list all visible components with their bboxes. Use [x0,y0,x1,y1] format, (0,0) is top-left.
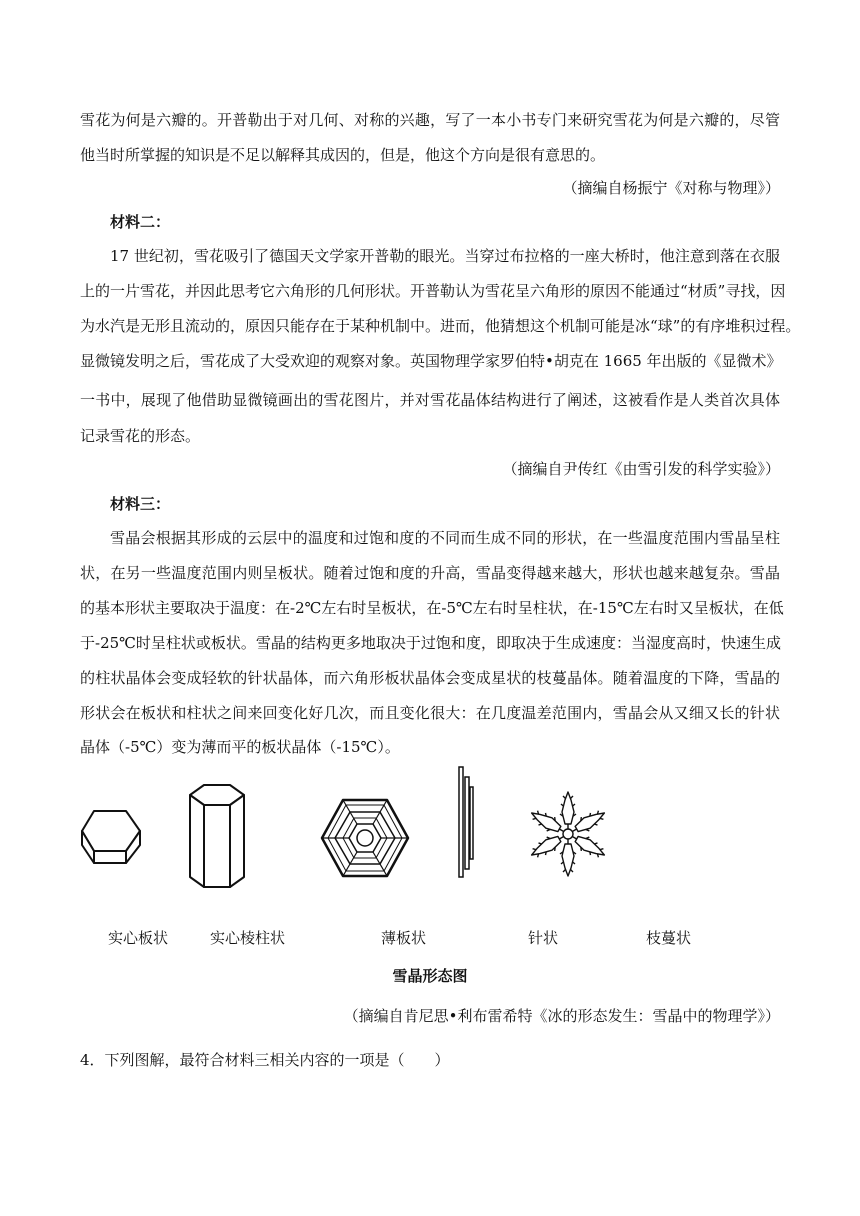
paragraph-line: 记录雪花的形态。 [80,427,201,445]
material3-heading: 材料三： [110,495,171,513]
paragraph-line: 17 世纪初，雪花吸引了德国天文学家开普勒的眼光。当穿过布拉格的一座大桥时，他注意到落在衣服 [110,247,780,265]
paragraph-line: 于-25℃时呈柱状或板状。雪晶的结构更多地取决于过饱和度，即取决于生成速度：当湿度高时，快速生成 [80,634,781,652]
needle-crystal-icon [456,765,476,881]
caption-dendrite: 枝蔓状 [646,929,692,947]
caption-thin-plate: 薄板状 [381,929,427,947]
paragraph-line: 形状会在板状和柱状之间来回变化好几次，而且变化很大：在几度温差范围内，雪晶会从又细又长的针状 [80,704,780,722]
paragraph-line: 状，在另一些温度范围内则呈板状。随着过饱和度的升高，雪晶变得越来越大，形状也越来越复杂。雪晶 [80,564,780,582]
solid-plate-crystal-icon [80,805,142,867]
source-citation: （摘编自肯尼思•利布雷希特《冰的形态发生：雪晶中的物理学》） [343,1007,780,1025]
question-4: 4．下列图解，最符合材料三相关内容的一项是（ ） [80,1051,450,1069]
material2-heading: 材料二： [110,213,171,231]
paragraph-line: 上的一片雪花，并因此思考它六角形的几何形状。开普勒认为雪花呈六角形的原因不能通过“材质”寻找，因 [80,282,786,300]
paragraph-line: 的柱状晶体会变成轻软的针状晶体，而六角形板状晶体会变成星状的枝蔓晶体。随着温度的下降，雪晶的 [80,669,780,687]
caption-needle: 针状 [528,929,559,947]
source-citation: （摘编自尹传红《由雪引发的科学实验》） [502,460,780,478]
paragraph-line: 他当时所掌握的知识是不足以解释其成因的，但是，他这个方向是很有意思的。 [80,146,606,164]
figure-title: 雪晶形态图 [392,967,468,985]
paragraph-line: 的基本形状主要取决于温度：在-2℃左右时呈板状，在-5℃左右时呈柱状，在-15℃左右时又呈板状，在低 [80,599,784,617]
paragraph-line: 为水汽是无形且流动的，原因只能存在于某种机制中。进而，他猜想这个机制可能是冰“球”的有序堆积过程。 [80,317,801,335]
thin-plate-crystal-icon [320,796,410,880]
paragraph-line: 一书中，展现了他借助显微镜画出的雪花图片，并对雪花晶体结构进行了阐述，这被看作是人类首次具体 [80,391,780,409]
dendrite-crystal-icon [518,788,618,880]
source-citation: （摘编自杨振宁《对称与物理》） [562,179,780,197]
paragraph-line: 雪花为何是六瓣的。开普勒出于对几何、对称的兴趣，写了一本小书专门来研究雪花为何是六瓣的，尽管 [80,111,780,129]
caption-solid-plate: 实心板状 [108,929,169,947]
solid-prism-crystal-icon [186,783,248,891]
paragraph-line: 显微镜发明之后，雪花成了大受欢迎的观察对象。英国物理学家罗伯特•胡克在 1665 年出版的《显微术》 [80,352,782,370]
paragraph-line: 雪晶会根据其形成的云层中的温度和过饱和度的不同而生成不同的形状，在一些温度范围内雪晶呈柱 [110,529,780,547]
paragraph-line: 晶体（-5℃）变为薄而平的板状晶体（-15℃）。 [80,738,400,756]
caption-solid-prism: 实心棱柱状 [210,929,286,947]
